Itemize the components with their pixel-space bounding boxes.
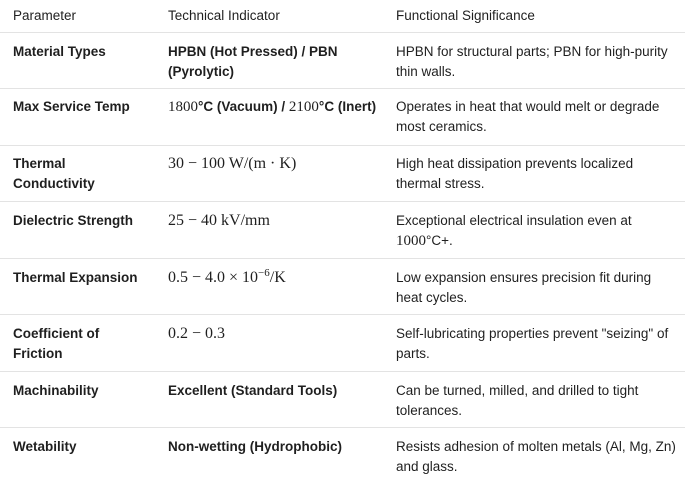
significance-cell: Resists adhesion of molten metals (Al, Mg, Zn) and glass. <box>396 439 676 474</box>
indicator-cell: Excellent (Standard Tools) <box>168 383 338 398</box>
parameter-cell: Material Types <box>13 44 106 59</box>
indicator-cell: Non-wetting (Hydrophobic) <box>168 439 342 454</box>
significance-cell: Operates in heat that would melt or degrade most ceramics. <box>396 99 660 134</box>
temp-value-vacuum: 1800 <box>168 99 198 115</box>
table-row <box>0 259 685 315</box>
indicator-cell: 30 − 100 W/(m · K) <box>168 155 297 172</box>
table-header-row <box>0 0 685 33</box>
table-row <box>0 315 685 372</box>
temp-value-inert: 2100 <box>288 99 319 115</box>
significance-cell: Low expansion ensures precision fit during heat cycles. <box>396 270 652 305</box>
significance-temp-value: 1000 <box>396 233 426 249</box>
significance-cell: High heat dissipation prevents localized thermal stress. <box>396 156 634 191</box>
temp-label-inert: °C (Inert) <box>318 99 377 114</box>
header-parameter: Parameter <box>13 8 77 23</box>
significance-cell: Can be turned, milled, and drilled to tight tolerances. <box>396 383 639 418</box>
parameter-cell: Thermal Conductivity <box>13 156 95 191</box>
indicator-cell: HPBN (Hot Pressed) / PBN (Pyrolytic) <box>168 44 338 79</box>
parameter-cell: Dielectric Strength <box>13 213 134 228</box>
expansion-exponent: −6 <box>258 267 270 279</box>
significance-cell: HPBN for structural parts; PBN for high-purity thin walls. <box>396 44 668 79</box>
significance-text: Exceptional electrical insulation even at <box>396 213 632 228</box>
indicator-cell: 25 − 40 kV/mm <box>168 212 270 229</box>
parameter-cell: Max Service Temp <box>13 99 130 114</box>
table-row <box>0 33 685 89</box>
header-functional-significance: Functional Significance <box>396 8 535 23</box>
indicator-cell: 0.2 − 0.3 <box>168 325 226 342</box>
table-row <box>0 146 685 202</box>
table-row <box>0 428 685 482</box>
parameter-cell: Coefficient of Friction <box>13 326 100 361</box>
significance-cell <box>383 211 685 258</box>
parameter-cell: Wetability <box>13 439 77 454</box>
expansion-base: 0.5 − 4.0 × 10 <box>168 269 259 286</box>
indicator-cell <box>155 268 383 314</box>
parameter-cell: Machinability <box>13 383 99 398</box>
indicator-cell <box>155 97 383 145</box>
significance-temp-suffix: °C+. <box>426 233 453 248</box>
temp-label-vacuum: °C (Vacuum) / <box>198 99 289 114</box>
expansion-unit: /K <box>269 269 286 286</box>
parameter-cell: Thermal Expansion <box>13 270 138 285</box>
table-row <box>0 202 685 259</box>
table-row <box>0 372 685 428</box>
header-technical-indicator: Technical Indicator <box>168 8 280 23</box>
significance-cell: Self-lubricating properties prevent "seizing" of parts. <box>396 326 669 361</box>
table-row <box>0 89 685 146</box>
